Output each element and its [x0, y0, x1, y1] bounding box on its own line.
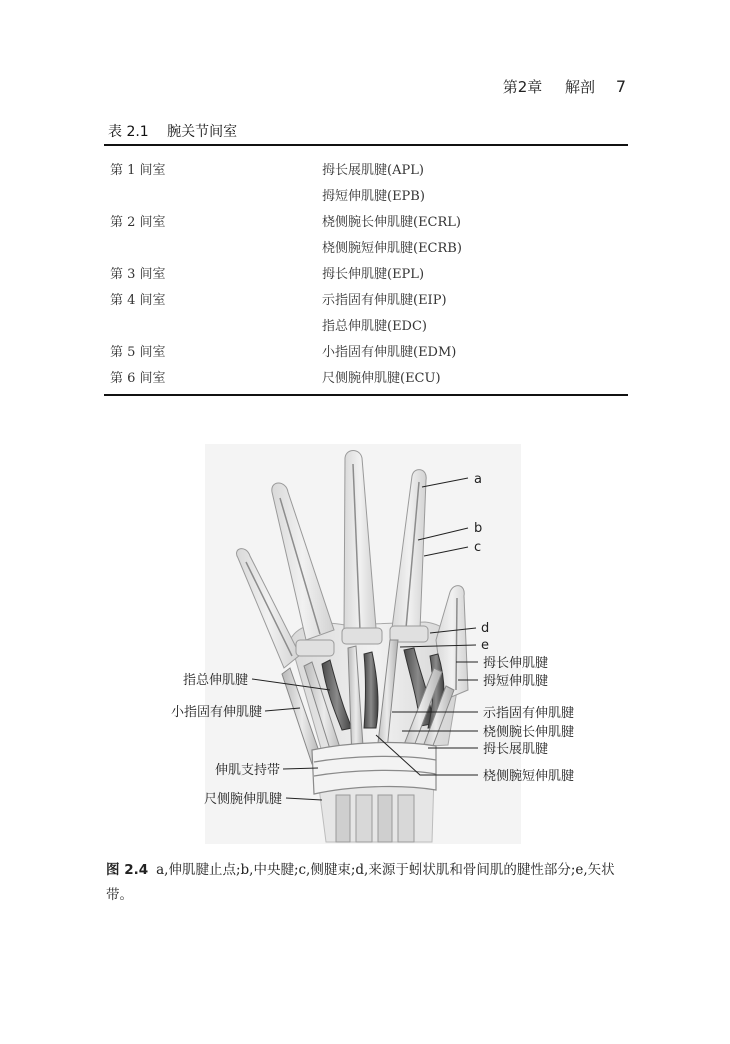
table-title: 腕关节间室: [167, 124, 238, 140]
label-c: c: [474, 540, 482, 555]
label-ecu-left: 尺侧腕伸肌腱: [203, 792, 282, 807]
table-row: [0, 211, 730, 237]
tendon-cell: 拇短伸肌腱(EPB): [322, 189, 425, 204]
label-eip-right: 示指固有伸肌腱: [483, 706, 575, 721]
chapter-label: 第2章: [502, 78, 543, 96]
label-d: d: [481, 621, 490, 636]
label-e: e: [481, 638, 489, 653]
tendon-cell: 桡侧腕短伸肌腱(ECRB): [322, 241, 462, 256]
label-a: a: [474, 472, 482, 487]
table-row: [0, 237, 730, 263]
compartment-cell: 第 4 间室: [110, 293, 166, 308]
table-top-rule: [104, 144, 628, 146]
label-retinaculum: 伸肌支持带: [214, 763, 280, 778]
label-edc-left: 指总伸肌腱: [182, 673, 248, 688]
section-label: 解剖: [565, 78, 596, 96]
table-row: [0, 159, 730, 185]
hand-illustration: [0, 440, 730, 850]
label-epb-right: 拇短伸肌腱: [483, 674, 549, 689]
tendon-cell: 指总伸肌腱(EDC): [322, 319, 428, 334]
label-edm-left: 小指固有伸肌腱: [170, 705, 262, 720]
table-bottom-rule: [104, 394, 628, 396]
label-ecrb-right: 桡侧腕短伸肌腱: [483, 769, 575, 784]
page-number: 7: [615, 77, 626, 96]
table-row: [0, 315, 730, 341]
compartment-cell: 第 3 间室: [110, 267, 166, 282]
figure-caption: [106, 858, 631, 908]
table-row: [0, 289, 730, 315]
tendon-cell: 拇长伸肌腱(EPL): [322, 267, 425, 282]
tendon-cell: 桡侧腕长伸肌腱(ECRL): [322, 215, 462, 230]
tendon-cell: 示指固有伸肌腱(EIP): [322, 293, 447, 308]
label-apl-right: 拇长展肌腱: [483, 742, 549, 757]
page-header: [0, 76, 626, 97]
label-b: b: [474, 521, 483, 536]
table-row: [0, 367, 730, 393]
label-epl-right: 拇长伸肌腱: [483, 656, 549, 671]
tendon-cell: 拇长展肌腱(APL): [322, 163, 424, 178]
table-label: 表 2.1: [108, 124, 149, 140]
table-caption: [108, 121, 237, 141]
table-row: [0, 341, 730, 367]
compartment-cell: 第 2 间室: [110, 215, 166, 230]
extensor-retinaculum: [312, 743, 436, 794]
tendon-cell: 小指固有伸肌腱(EDM): [322, 345, 457, 360]
figure-caption-text: a,伸肌腱止点;b,中央腱;c,侧腱束;d,来源于蚓状肌和骨间肌的腱性部分;e,矢状带。: [106, 862, 615, 903]
compartment-cell: 第 1 间室: [110, 163, 166, 178]
tendon-cell: 尺侧腕伸肌腱(ECU): [322, 371, 441, 386]
table-row: [0, 263, 730, 289]
figure-container: [0, 440, 730, 850]
figure-label: 图 2.4: [106, 862, 149, 878]
label-ecrl-right: 桡侧腕长伸肌腱: [483, 725, 575, 740]
compartment-cell: 第 5 间室: [110, 345, 166, 360]
table-row: [0, 185, 730, 211]
compartment-cell: 第 6 间室: [110, 371, 166, 386]
